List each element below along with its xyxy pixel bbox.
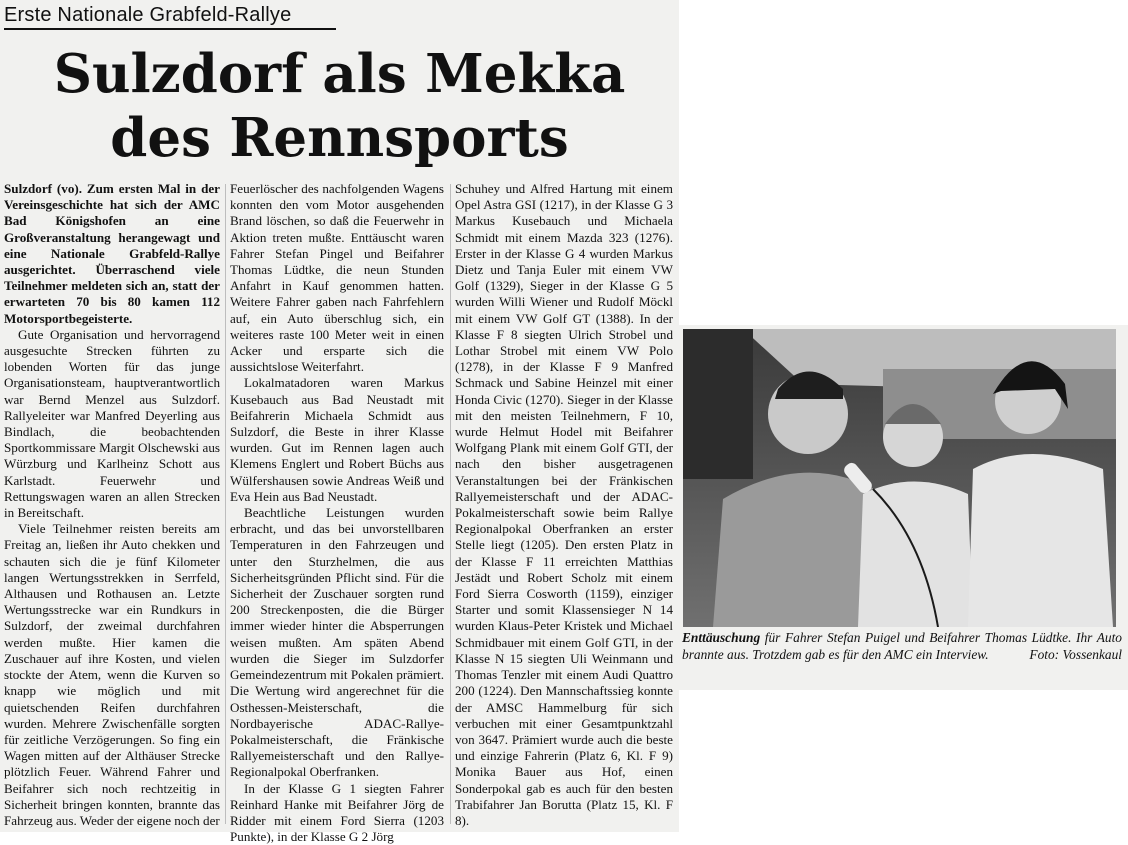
paragraph: Beachtliche Leistungen wurden erbracht, und das bei unvorstellbaren Temperaturen in den Fahrzeugen und unter den Sturzhelmen, die aus Sicherheitsgründen Pflicht sind. Für die Sicherheit der Zuschauer sorgten rund 200 Streckenposten, die die Bürger immer wieder hinter die Absperrungen weisen mußten. Am späten Abend wurden die Sieger im Sulzdorfer Gemeindezentrum mit Pokalen prämiert. Die Wertung wird angerechnet für die Osthessen-Meisterschaft, die Nordbayerische ADAC-Rallye-Pokalmeisterschaft, die Fränkische Rallyemeisterschaft und den Rallye-Regionalpokal Oberfranken. <box>230 505 444 780</box>
caption-text: für Fahrer Stefan Puigel und Beifahrer Thomas Lüdtke. Ihr Auto brannte aus. Trotzdem gab es für den AMC ein Interview. <box>682 630 1122 662</box>
article-headline <box>0 42 679 170</box>
article-column-2 <box>230 181 444 845</box>
paragraph: Lokalmatadoren waren Markus Kusebauch aus Bad Neustadt mit Beifahrerin Michaela Schmidt aus Sulzdorf, die Beste in ihrer Klasse wurden. Gut im Rennen lagen auch Klemens Englert und Robert Büchs aus Wülfershausen sowie Andreas Weiß und Eva Hein aus Bad Neustadt. <box>230 375 444 504</box>
article-column-3 <box>455 181 673 829</box>
paragraph: In der Klasse G 1 siegten Fahrer Reinhard Hanke mit Beifahrer Jörg de Ridder mit einem Ford Sierra (1203 Punkte), in der Klasse G 2 Jörg <box>230 780 444 845</box>
article-column-1 <box>4 181 220 829</box>
article-kicker: Erste Nationale Grabfeld-Rallye <box>4 4 336 30</box>
column-rule <box>450 184 451 824</box>
interview-photo-illustration <box>683 329 1116 627</box>
paragraph: Feuerlöscher des nachfolgenden Wagens konnten den vom Motor ausgehenden Brand löschen, so daß die Feuerwehr in Aktion treten mußte. Enttäuscht waren Fahrer Stefan Pingel und Beifahrer Thomas Lüdtke, die neun Stunden Anfahrt in Kauf genommen hatten. Weitere Fahrer gaben nach Fahrfehlern auf, ein Auto überschlug sich, ein weiteres raste 100 Meter weit in einen Acker und ersparte sich die aussichtslose Weiterfahrt. <box>230 181 444 375</box>
column-rule <box>225 184 226 824</box>
photo-credit: Foto: Vossenkaul <box>1029 646 1122 662</box>
headline-line-2: des Rennsports <box>110 107 569 169</box>
paragraph: Schuhey und Alfred Hartung mit einem Opel Astra GSI (1217), in der Klasse G 3 Markus Kusebauch und Michaela Schmidt mit einem Mazda 323 (1276). Erster in der Klasse G 4 wurden Markus Dietz und Tanja Euler mit einem VW Golf (1329), Sieger in der Klasse G 5 wurden Willi Wiener und Rudolf Möckl mit einem VW Golf GT (1388). In der Klasse F 8 siegten Ulrich Strobel und Lothar Strobel mit einem VW Polo (1278), in der Klasse F 9 Manfred Schmack und Sabine Heinzel mit einer Honda Civic (1270). Sieger in der Klasse mit den meisten Teilnehmern, F 10, wurde Helmut Hodel mit Beifahrer Wolfgang Plank mit einem Golf GTI, der nach den bisher ausgetragenen Veranstaltungen bei der Fränkischen Rallyemeisterschaft und der ADAC-Pokalmeisterschaft sowie beim Rallye Regionalpokal Oberfranken an erster Stelle liegt (1205). Den ersten Platz in der Klasse F 11 erreichten Matthias Jestädt und Robert Scholz mit einem Ford Sierra Cosworth (1159), einziger Starter und somit Klassensieger N 14 wurden Klaus-Peter Kristek und Michael Schmidbauer mit einem Golf GTI, in der Klasse N 15 siegten Uli Weinmann und Thomas Tenzler mit einem Audi Quattro 200 (1224). Den Mannschaftssieg konnte der AMSC Hammelburg für sich verbuchen mit einer Gesamtpunktzahl von 3647. Prämiert wurde auch die beste und einzige Fahrerin (Platz 6, Kl. F 9) Monika Bauer aus Hof, einen Sonderpokal gab es auch für den besten Trabifahrer Jan Borutta (Platz 15, Kl. F 8). <box>455 181 673 828</box>
paragraph: Viele Teilnehmer reisten bereits am Freitag an, ließen ihr Auto chekken und schauten sich die je fünf Kilometer langen Wertungsstrekken in Serrfeld, Althausen und Rothausen an. Letzte Wertungsstrecke war ein Rundkurs in Sulzdorf, der zweimal durchfahren werden mußte. Hier kamen die Zuschauer auf ihre Kosten, und vielen stockte der Atem, wenn die Kurven so knapp wie möglich und mit quietschenden Reifen durchfahren wurden. Mehrere Zwischenfälle sorgten für zeitliche Verzögerungen. So fing ein Wagen mitten auf der Althäuser Strecke plötzlich Feuer. Während Fahrer und Beifahrer sich noch rechtzeitig in Sicherheit bringen konnten, brannte das Fahrzeug aus. Weder der eigene noch der <box>4 521 220 828</box>
article-lead: Sulzdorf (vo). Zum ersten Mal in der Vereinsgeschichte hat sich der AMC Bad Königshofen an eine Großveranstaltung herangewagt und eine Nationale Grabfeld-Rallye ausgerichtet. Überraschend viele Teilnehmer meldeten sich an, statt der erwarteten 70 bis 80 kamen 112 Motorsportbegeisterte. <box>4 181 220 326</box>
caption-bold-lead: Enttäuschung <box>682 630 761 645</box>
headline-line-1: Sulzdorf als Mekka <box>53 43 626 105</box>
photo-caption <box>682 630 1122 663</box>
paragraph: Gute Organisation und hervorragend ausgesuchte Strecken führten zu lobenden Worten für das junge Organisationsteam, hauptverantwortlich war Bernd Menzel aus Sulzdorf. Rallyeleiter war Manfred Deyerling aus Bindlach, die beobachtenden Sportkommissare Margit Olschewski aus Würzburg und Karlheinz Schott aus Karlstadt. Feuerwehr und Rettungswagen waren an allen Strecken in Bereitschaft. <box>4 326 220 521</box>
interview-photo <box>683 329 1116 627</box>
